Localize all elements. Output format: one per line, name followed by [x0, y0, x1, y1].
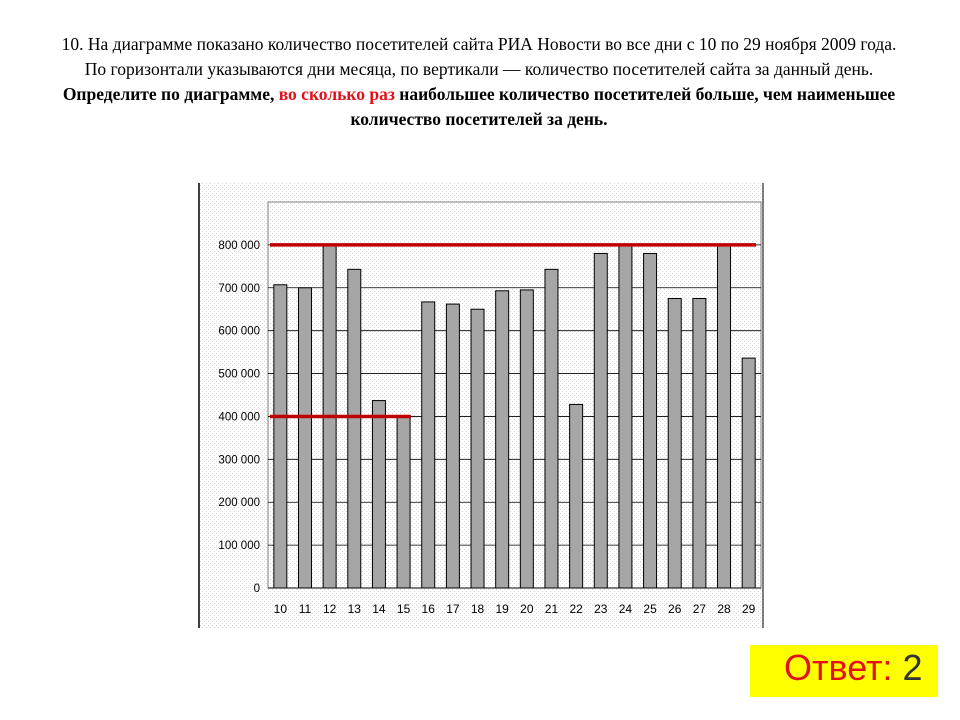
x-tick-label: 23 — [594, 602, 608, 616]
y-tick-label: 500 000 — [218, 368, 260, 381]
x-tick-label: 22 — [569, 602, 583, 616]
y-tick-label: 0 — [253, 583, 260, 595]
y-tick-label: 300 000 — [218, 454, 260, 467]
x-tick-label: 28 — [717, 602, 731, 616]
x-tick-label: 29 — [741, 602, 756, 616]
x-tick-label: 18 — [470, 602, 485, 616]
bar-day-16 — [422, 302, 435, 588]
x-tick-label: 10 — [273, 602, 288, 616]
bar-day-11 — [298, 288, 311, 588]
y-tick-label: 100 000 — [218, 540, 260, 553]
bar-day-10 — [274, 285, 287, 588]
bar-day-18 — [471, 309, 484, 588]
bar-day-25 — [644, 253, 657, 588]
x-tick-label: 13 — [347, 602, 361, 616]
task-question: наибольшее количество посетителей больше, чем наименьшее количество посетителей за день. — [350, 84, 896, 129]
x-tick-label: 25 — [643, 602, 657, 616]
x-tick-label: 20 — [520, 602, 534, 616]
bar-day-19 — [496, 291, 509, 588]
y-tick-label: 200 000 — [218, 497, 260, 510]
task-highlight: во сколько раз — [278, 84, 395, 104]
bar-day-14 — [372, 401, 385, 588]
y-tick-label: 400 000 — [218, 411, 260, 424]
bar-day-27 — [693, 299, 706, 589]
x-tick-label: 21 — [544, 602, 559, 616]
x-tick-label: 16 — [421, 602, 435, 616]
x-tick-label: 19 — [495, 602, 509, 616]
bar-day-13 — [348, 269, 361, 588]
bar-day-21 — [545, 269, 558, 588]
answer-text — [784, 646, 923, 690]
y-tick-label: 600 000 — [218, 325, 260, 338]
x-tick-label: 24 — [618, 602, 633, 616]
task-text — [58, 32, 900, 132]
y-tick-label: 800 000 — [218, 239, 260, 252]
x-tick-label: 11 — [298, 602, 312, 616]
answer-label: Ответ: — [784, 647, 893, 688]
answer-value: 2 — [902, 647, 923, 688]
task-description: На диаграмме показано количество посетителей сайта РИА Новости во все дни с 10 по 29 ноября 2009 года. По горизонтали указываются дни месяца, по вертикали — количество посетителей сайта за данный день. — [84, 34, 897, 79]
bar-day-20 — [520, 290, 533, 588]
x-tick-label: 15 — [396, 602, 411, 616]
task-number: 10. — [61, 34, 84, 54]
x-tick-label: 14 — [372, 602, 386, 616]
bar-day-22 — [570, 404, 583, 588]
bar-day-28 — [718, 245, 731, 588]
plot-area — [268, 202, 761, 588]
bar-day-26 — [668, 299, 681, 589]
x-tick-label: 17 — [446, 602, 460, 616]
y-tick-label: 700 000 — [218, 282, 260, 295]
task-instruction: Определите по диаграмме, — [62, 84, 275, 104]
visitors-bar-chart — [198, 183, 764, 628]
x-tick-label: 26 — [668, 602, 682, 616]
bar-day-29 — [742, 358, 755, 588]
bar-day-24 — [619, 245, 632, 588]
bar-day-17 — [446, 304, 459, 588]
bar-day-15 — [397, 416, 410, 588]
bar-day-23 — [594, 253, 607, 588]
x-tick-label: 27 — [692, 602, 707, 616]
x-tick-label: 12 — [322, 602, 337, 616]
